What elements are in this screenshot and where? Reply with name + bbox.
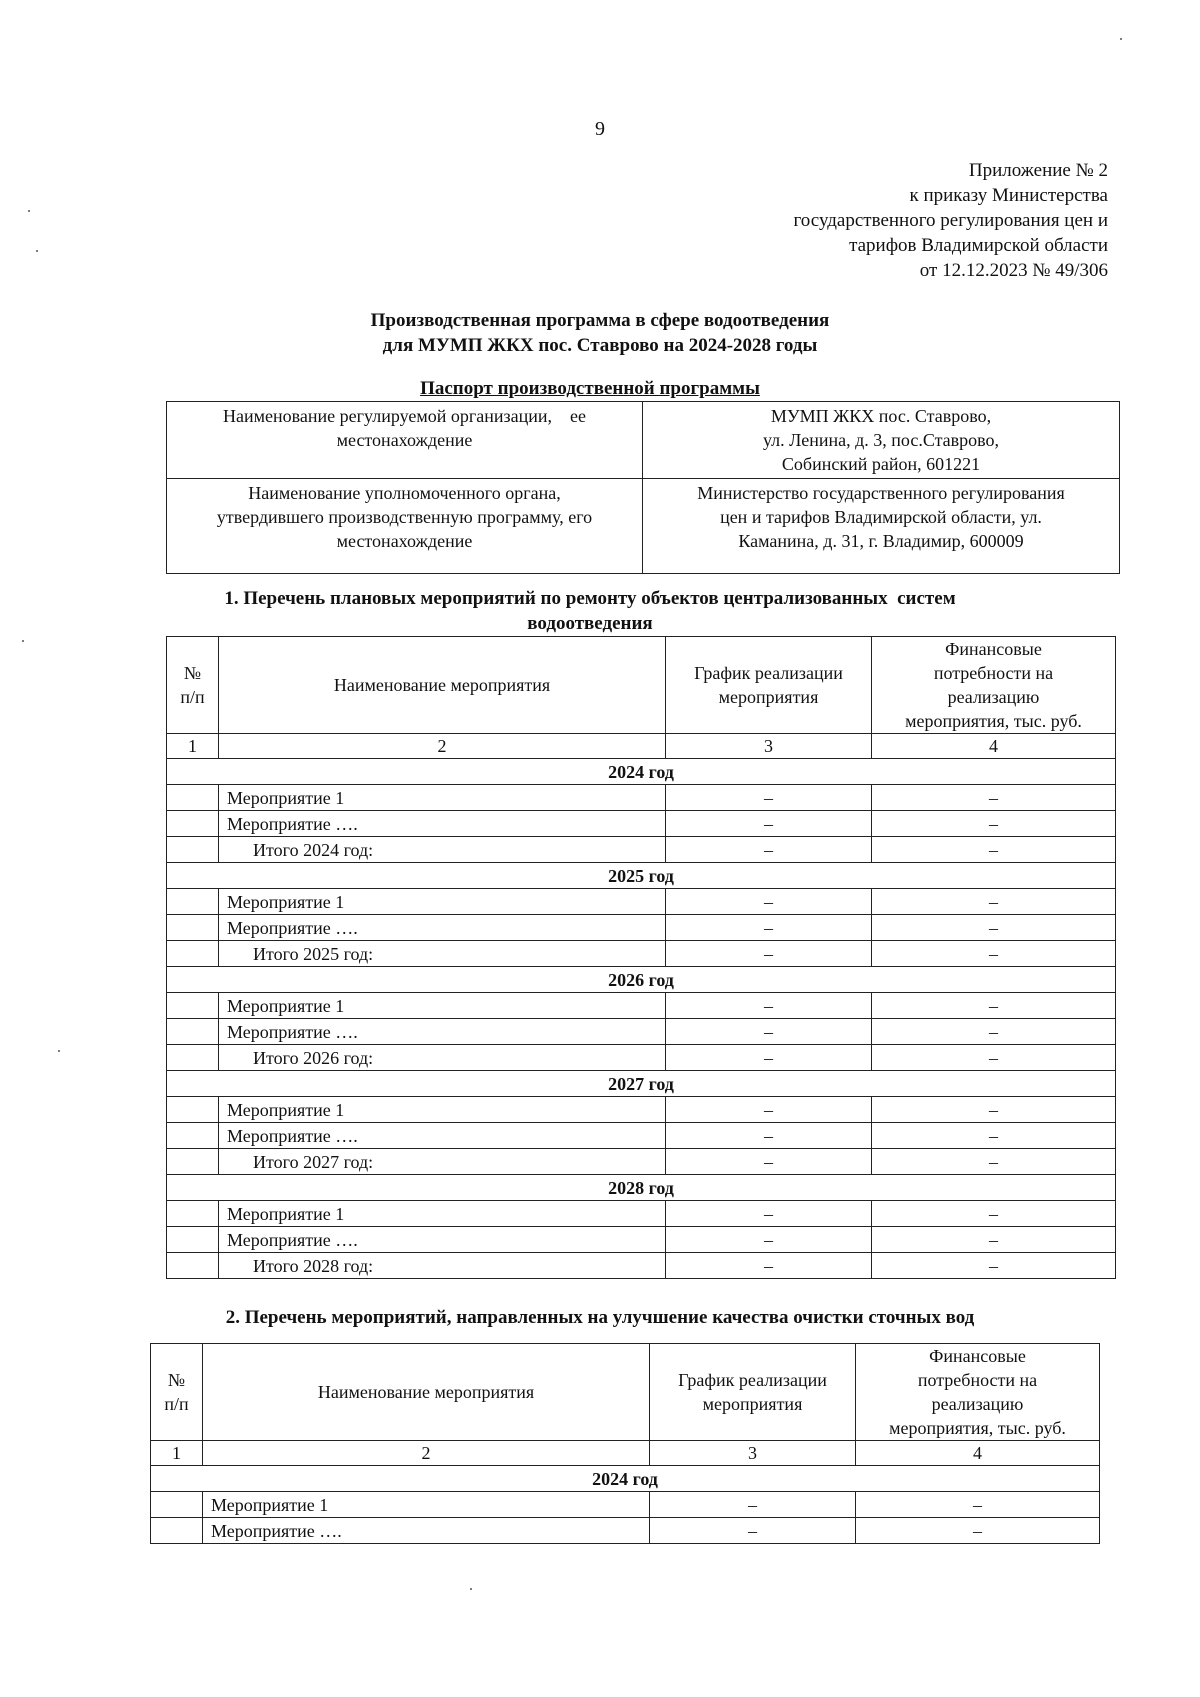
table-row [167, 1227, 1116, 1253]
column-header-schedule [666, 637, 872, 734]
header-text-line: мероприятия [702, 1394, 803, 1414]
row-number [167, 1227, 219, 1253]
table-header-row [151, 1344, 1100, 1441]
scan-speck [36, 250, 38, 252]
passport-label [167, 402, 643, 479]
schedule-value: – [666, 1227, 872, 1253]
header-text-line: График реализации [678, 1370, 827, 1390]
appendix-line: к приказу Министерства [909, 185, 1108, 206]
passport-text-line: местонахождение [336, 430, 473, 450]
header-text-line: № [183, 663, 202, 683]
header-text-line: мероприятия [718, 687, 819, 707]
passport-label [167, 479, 643, 574]
year-label: 2025 год [167, 863, 1116, 889]
finance-value: – [872, 941, 1116, 967]
finance-value: – [856, 1518, 1100, 1544]
finance-value: – [872, 1227, 1116, 1253]
event-name: Мероприятие …. [219, 915, 666, 941]
table-row [167, 915, 1116, 941]
section-title-line: 2. Перечень мероприятий, направленных на улучшение качества очистки сточных вод [225, 1307, 975, 1328]
schedule-value: – [666, 1045, 872, 1071]
row-number [167, 811, 219, 837]
table-row [167, 785, 1116, 811]
table-row [151, 1492, 1100, 1518]
scan-speck [1120, 38, 1122, 40]
passport-heading: Паспорт производственной программы [420, 378, 760, 399]
row-number [167, 1019, 219, 1045]
column-header-schedule [650, 1344, 856, 1441]
finance-value: – [872, 889, 1116, 915]
section2-table [150, 1343, 1100, 1544]
total-row [167, 837, 1116, 863]
appendix-line: государственного регулирования цен и [793, 210, 1108, 231]
schedule-value: – [666, 1201, 872, 1227]
column-number: 1 [151, 1441, 203, 1466]
total-row [167, 1045, 1116, 1071]
row-number [167, 1097, 219, 1123]
scan-speck [58, 1050, 60, 1052]
finance-value: – [872, 1149, 1116, 1175]
passport-text-line: Министерство государственного регулирования [697, 483, 1065, 503]
event-name: Мероприятие 1 [219, 993, 666, 1019]
event-name: Мероприятие 1 [219, 785, 666, 811]
appendix-line: Приложение № 2 [968, 160, 1108, 181]
passport-text-line: МУМП ЖКХ пос. Ставрово, [770, 406, 992, 426]
schedule-value: – [666, 1123, 872, 1149]
column-header-num [167, 637, 219, 734]
row-number [167, 889, 219, 915]
passport-row [167, 402, 1120, 479]
event-name: Мероприятие 1 [219, 1097, 666, 1123]
finance-value: – [872, 1097, 1116, 1123]
event-name: Мероприятие …. [219, 1227, 666, 1253]
year-label: 2024 год [167, 759, 1116, 785]
column-number: 4 [872, 734, 1116, 759]
finance-value: – [872, 915, 1116, 941]
passport-value [643, 402, 1120, 479]
program-title-line: Производственная программа в сфере водоотведения [370, 310, 830, 331]
column-number: 4 [856, 1441, 1100, 1466]
year-row [151, 1466, 1100, 1492]
row-number [167, 915, 219, 941]
row-number [167, 1201, 219, 1227]
year-label: 2026 год [167, 967, 1116, 993]
schedule-value: – [666, 1019, 872, 1045]
schedule-value: – [666, 811, 872, 837]
row-number [167, 1253, 219, 1279]
total-label: Итого 2026 год: [219, 1045, 666, 1071]
row-number [151, 1518, 203, 1544]
header-text-line: График реализации [694, 663, 843, 683]
row-number [167, 941, 219, 967]
total-label: Итого 2025 год: [219, 941, 666, 967]
column-number: 2 [219, 734, 666, 759]
row-number [167, 837, 219, 863]
schedule-value: – [650, 1518, 856, 1544]
passport-text-line: утвердившего производственную программу, его [216, 507, 593, 527]
schedule-value: – [666, 941, 872, 967]
row-number [167, 1045, 219, 1071]
column-number: 2 [203, 1441, 650, 1466]
finance-value: – [872, 1123, 1116, 1149]
appendix-line: тарифов Владимирской области [849, 235, 1108, 256]
program-title [0, 308, 1200, 358]
header-text-line: п/п [164, 1394, 189, 1414]
total-label: Итого 2027 год: [219, 1149, 666, 1175]
total-row [167, 941, 1116, 967]
finance-value: – [872, 1019, 1116, 1045]
passport-text-line: цен и тарифов Владимирской области, ул. [720, 507, 1042, 527]
passport-table [166, 401, 1120, 574]
page-number: 9 [595, 118, 605, 140]
schedule-value: – [666, 889, 872, 915]
finance-value: – [872, 1253, 1116, 1279]
column-number: 3 [650, 1441, 856, 1466]
header-text-line: реализацию [947, 687, 1040, 707]
table-header-row [167, 637, 1116, 734]
finance-value: – [872, 811, 1116, 837]
total-row [167, 1253, 1116, 1279]
event-name: Мероприятие 1 [203, 1492, 650, 1518]
finance-value: – [872, 993, 1116, 1019]
year-row [167, 759, 1116, 785]
column-header-name: Наименование мероприятия [203, 1344, 650, 1441]
table-row [167, 889, 1116, 915]
header-text-line: мероприятия, тыс. руб. [889, 1418, 1066, 1438]
column-header-num [151, 1344, 203, 1441]
finance-value: – [872, 837, 1116, 863]
year-label: 2027 год [167, 1071, 1116, 1097]
scan-speck [470, 1588, 472, 1590]
schedule-value: – [666, 1097, 872, 1123]
passport-row [167, 479, 1120, 574]
column-number: 3 [666, 734, 872, 759]
year-row [167, 1071, 1116, 1097]
table-row [167, 1097, 1116, 1123]
column-number-row [167, 734, 1116, 759]
section-title-line: 1. Перечень плановых мероприятий по ремонту объектов централизованных систем [224, 588, 956, 609]
event-name: Мероприятие …. [219, 811, 666, 837]
passport-text-line: ул. Ленина, д. 3, пос.Ставрово, [762, 430, 1000, 450]
passport-text-line: Наименование уполномоченного органа, [248, 483, 561, 503]
column-number: 1 [167, 734, 219, 759]
column-number-row [151, 1441, 1100, 1466]
scan-speck [22, 640, 24, 642]
finance-value: – [872, 785, 1116, 811]
section-title-line: водоотведения [527, 613, 653, 634]
scan-speck [28, 210, 30, 212]
header-text-line: реализацию [931, 1394, 1024, 1414]
schedule-value: – [666, 993, 872, 1019]
schedule-value: – [666, 915, 872, 941]
total-row [167, 1149, 1116, 1175]
header-text-line: Финансовые [945, 639, 1042, 659]
event-name: Мероприятие …. [203, 1518, 650, 1544]
header-text-line: Финансовые [929, 1346, 1026, 1366]
year-row [167, 863, 1116, 889]
schedule-value: – [666, 785, 872, 811]
finance-value: – [872, 1045, 1116, 1071]
passport-text-line: Каманина, д. 31, г. Владимир, 600009 [738, 531, 1024, 551]
row-number [167, 993, 219, 1019]
passport-text-line: местонахождение [336, 531, 473, 551]
row-number [167, 785, 219, 811]
passport-value [643, 479, 1120, 574]
table-row [167, 1019, 1116, 1045]
event-name: Мероприятие 1 [219, 1201, 666, 1227]
year-label: 2024 год [151, 1466, 1100, 1492]
program-title-line: для МУМП ЖКХ пос. Ставрово на 2024-2028 годы [382, 335, 818, 356]
schedule-value: – [666, 1149, 872, 1175]
header-text-line: потребности на [933, 663, 1054, 683]
event-name: Мероприятие …. [219, 1123, 666, 1149]
appendix-line: от 12.12.2023 № 49/306 [919, 260, 1108, 281]
column-header-finance [872, 637, 1116, 734]
year-row [167, 967, 1116, 993]
section2-title [10, 1305, 1190, 1330]
row-number [151, 1492, 203, 1518]
table-row [167, 1201, 1116, 1227]
event-name: Мероприятие …. [219, 1019, 666, 1045]
column-header-name: Наименование мероприятия [219, 637, 666, 734]
passport-text-line: Собинский район, 601221 [781, 454, 981, 474]
table-row [167, 993, 1116, 1019]
event-name: Мероприятие 1 [219, 889, 666, 915]
section1-table [166, 636, 1116, 1279]
section1-title [0, 586, 1180, 636]
header-text-line: п/п [180, 687, 205, 707]
year-label: 2028 год [167, 1175, 1116, 1201]
total-label: Итого 2024 год: [219, 837, 666, 863]
year-row [167, 1175, 1116, 1201]
schedule-value: – [666, 837, 872, 863]
header-text-line: потребности на [917, 1370, 1038, 1390]
header-text-line: мероприятия, тыс. руб. [905, 711, 1082, 731]
schedule-value: – [666, 1253, 872, 1279]
total-label: Итого 2028 год: [219, 1253, 666, 1279]
appendix-block [793, 158, 1108, 283]
row-number [167, 1149, 219, 1175]
column-header-finance [856, 1344, 1100, 1441]
schedule-value: – [650, 1492, 856, 1518]
table-row [167, 811, 1116, 837]
passport-text-line: Наименование регулируемой организации, ее [223, 406, 586, 426]
header-text-line: № [167, 1370, 186, 1390]
finance-value: – [872, 1201, 1116, 1227]
table-row [167, 1123, 1116, 1149]
row-number [167, 1123, 219, 1149]
finance-value: – [856, 1492, 1100, 1518]
table-row [151, 1518, 1100, 1544]
